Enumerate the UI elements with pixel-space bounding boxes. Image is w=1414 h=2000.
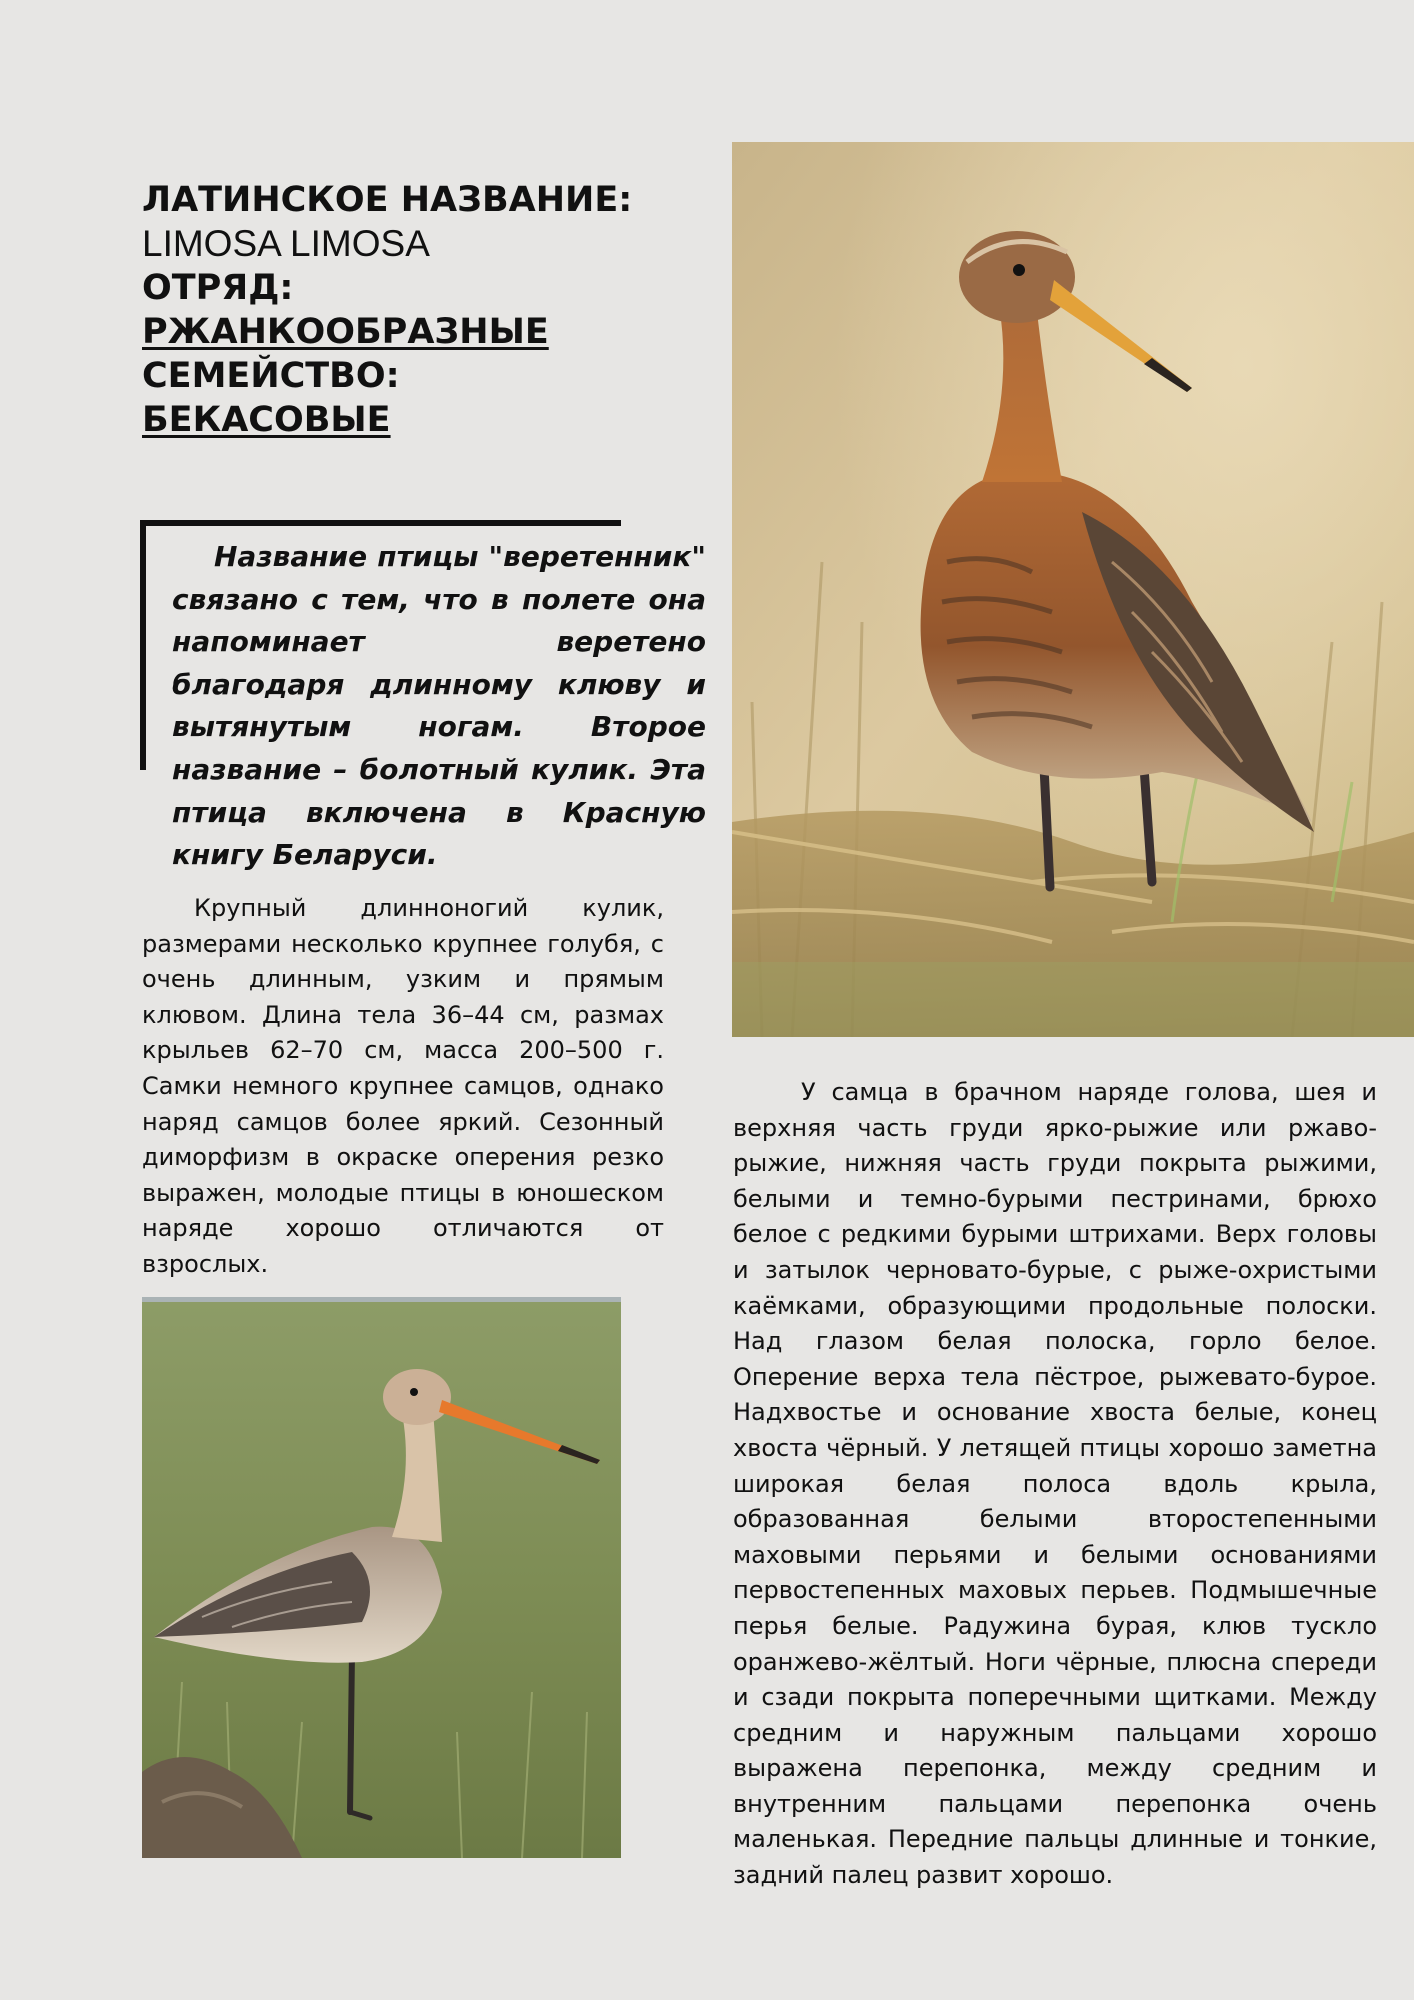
family-label: СЕМЕЙСТВО:	[142, 356, 400, 396]
latin-name-label: ЛАТИНСКОЕ НАЗВАНИЕ:	[142, 180, 633, 220]
godwit-breeding-photo	[732, 142, 1414, 1037]
taxonomy-block	[142, 178, 702, 442]
order-label: ОТРЯД:	[142, 268, 294, 308]
latin-name-value: LIMOSA LIMOSA	[142, 223, 430, 264]
quote-text: Название птицы "веретенник" связано с тем, что в полете она напоминает веретено благодаря длинному клюву и вытянутым ногам. Второе название – болотный кулик. Эта птица включена в Красную книгу Беларуси.	[172, 540, 706, 872]
quote-frame-left-rule	[140, 520, 146, 770]
order-value: РЖАНКООБРАЗНЫЕ	[142, 312, 549, 352]
plumage-paragraph: У самца в брачном наряде голова, шея и верхняя часть груди ярко-рыжие или ржаво-рыжие, нижняя часть груди покрыта рыжими, белыми и темно-бурыми пестринами, брюхо белое с редкими бурыми штрихами. Верх головы и затылок черновато-бурые, с рыже-охристыми каёмками, образующими продольные полоски. Над глазом белая полоска, горло белое. Оперение верха тела пёстрое, рыжевато-бурое. Надхвостье и основание хвоста белые, конец хвоста чёрный. У летящей птицы хорошо заметна широкая белая полоса вдоль крыла, образованная белыми второстепенными маховыми перьями и белыми основаниями первостепенных маховых перьев. Подмышечные перья белые. Радужина бурая, клюв тускло оранжево-жёлтый. Ноги чёрные, плюсна спереди и сзади покрыта поперечными щитками. Между средним и наружным пальцами хорошо выражена перепонка, между средним и внутренним пальцами перепонка очень маленькая. Передние пальцы длинные и тонкие, задний палец развит хорошо.	[733, 1078, 1377, 1890]
description-paragraph: Крупный длинноногий кулик, размерами несколько крупнее голубя, с очень длинным, узким и прямым клювом. Длина тела 36–44 см, размах крыльев 62–70 см, масса 200–500 г. Самки немного крупнее самцов, однако наряд самцов более яркий. Сезонный диморфизм в окраске оперения резко выражен, молодые птицы в юношеском наряде хорошо отличаются от взрослых.	[142, 894, 664, 1278]
family-value: БЕКАСОВЫЕ	[142, 400, 391, 440]
godwit-standing-photo	[142, 1297, 621, 1858]
quote-frame-top-rule	[140, 520, 621, 526]
